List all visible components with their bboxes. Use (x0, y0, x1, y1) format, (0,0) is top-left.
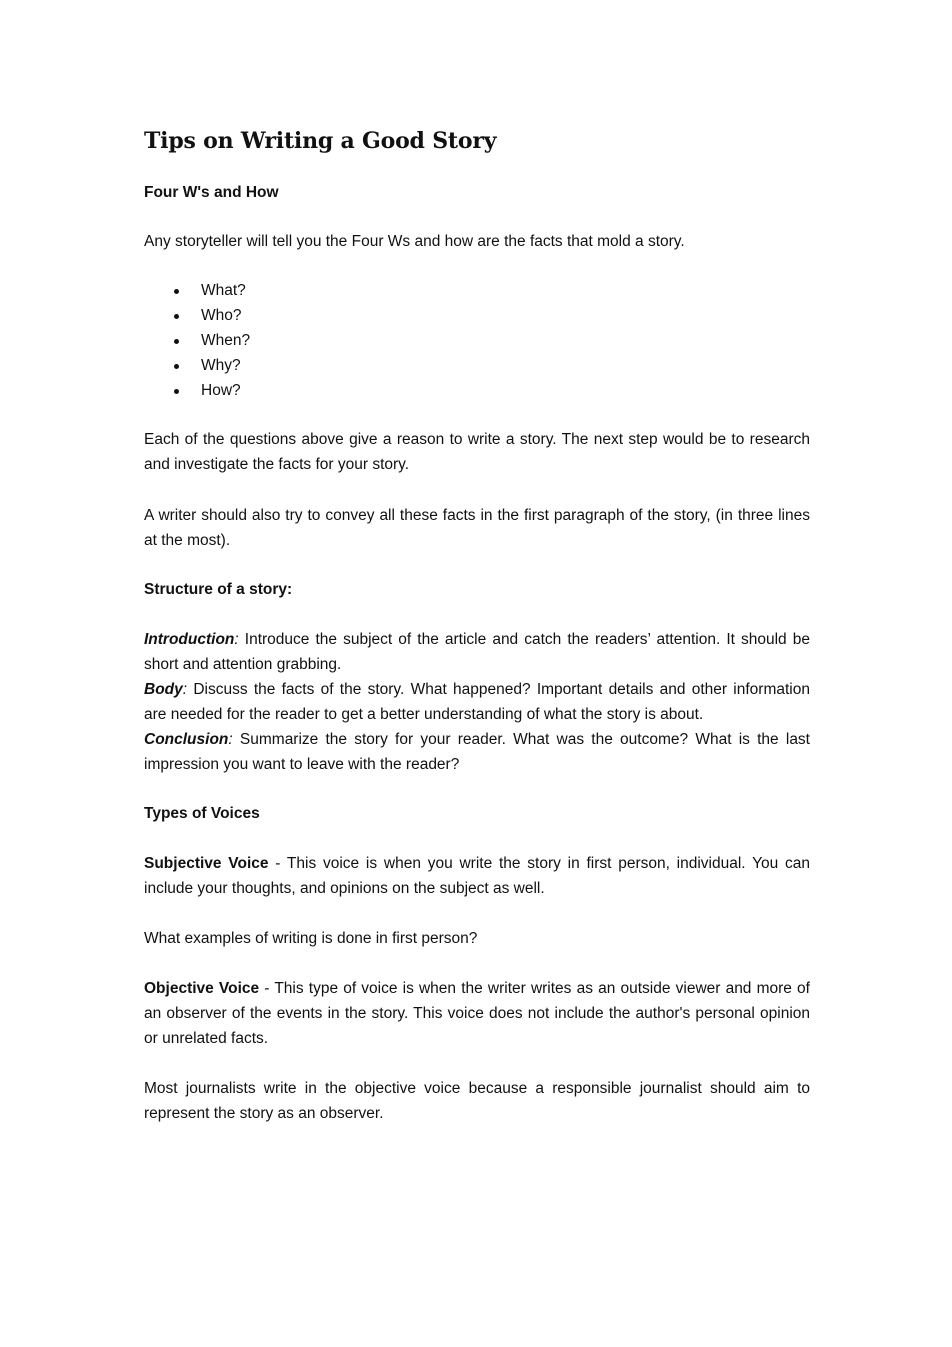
bullet-icon (174, 389, 179, 394)
list-item (144, 278, 810, 303)
body-text: Discuss the facts of the story. What happened? Important details and other information are needed for the reader to get a better understanding of what the story is about. (144, 681, 810, 723)
document-page (144, 126, 810, 1126)
section-heading-voices: Types of Voices (144, 805, 260, 822)
objective-voice-paragraph (144, 976, 810, 1051)
list-item-text: Who? (201, 307, 242, 324)
body-label: Body (144, 681, 183, 698)
four-ws-intro: Any storyteller will tell you the Four Ws and how are the facts that mold a story. (144, 233, 685, 250)
document-title: Tips on Writing a Good Story (144, 128, 497, 154)
list-item-text: When? (201, 332, 251, 349)
structure-body (144, 677, 810, 727)
paragraph-first-paragraph-facts: A writer should also try to convey all these facts in the first paragraph of the story, (in three lines at the most). (144, 507, 810, 549)
bullet-icon (174, 364, 179, 369)
list-item-text: What? (201, 282, 246, 299)
bullet-icon (174, 289, 179, 294)
list-item (144, 378, 810, 403)
section-heading-structure: Structure of a story: (144, 581, 293, 598)
first-person-question: What examples of writing is done in first person? (144, 930, 478, 947)
conclusion-colon: : (228, 731, 233, 748)
introduction-colon: : (234, 631, 239, 648)
objective-voice-label: Objective Voice (144, 980, 260, 997)
introduction-text: Introduce the subject of the article and catch the readers’ attention. It should be short and attention grabbing. (144, 631, 810, 673)
list-item-text: Why? (201, 357, 241, 374)
bullet-icon (174, 339, 179, 344)
subjective-voice-paragraph (144, 851, 810, 901)
section-heading-four-ws: Four W's and How (144, 184, 279, 201)
structure-introduction (144, 627, 810, 677)
body-colon: : (182, 681, 188, 698)
conclusion-label: Conclusion (144, 731, 229, 748)
structure-conclusion (144, 727, 810, 777)
paragraph-questions-reason: Each of the questions above give a reason to write a story. The next step would be to research and investigate the facts for your story. (144, 431, 810, 473)
journalists-paragraph: Most journalists write in the objective voice because a responsible journalist should aim to represent the story as an observer. (144, 1080, 810, 1122)
list-item (144, 303, 810, 328)
list-item (144, 353, 810, 378)
questions-list (144, 278, 810, 403)
introduction-label: Introduction (144, 631, 235, 648)
bullet-icon (174, 314, 179, 319)
subjective-voice-label: Subjective Voice (144, 855, 269, 872)
conclusion-text: Summarize the story for your reader. What was the outcome? What is the last impression you want to leave with the reader? (144, 731, 810, 773)
objective-voice-text: - This type of voice is when the writer writes as an outside viewer and more of an observer of the events in the story. This voice does not include the author's personal opinion or unrelated facts. (144, 980, 810, 1047)
list-item-text: How? (201, 382, 241, 399)
subjective-voice-text: - This voice is when you write the story in first person, individual. You can include your thoughts, and opinions on the subject as well. (144, 855, 811, 897)
list-item (144, 328, 810, 353)
